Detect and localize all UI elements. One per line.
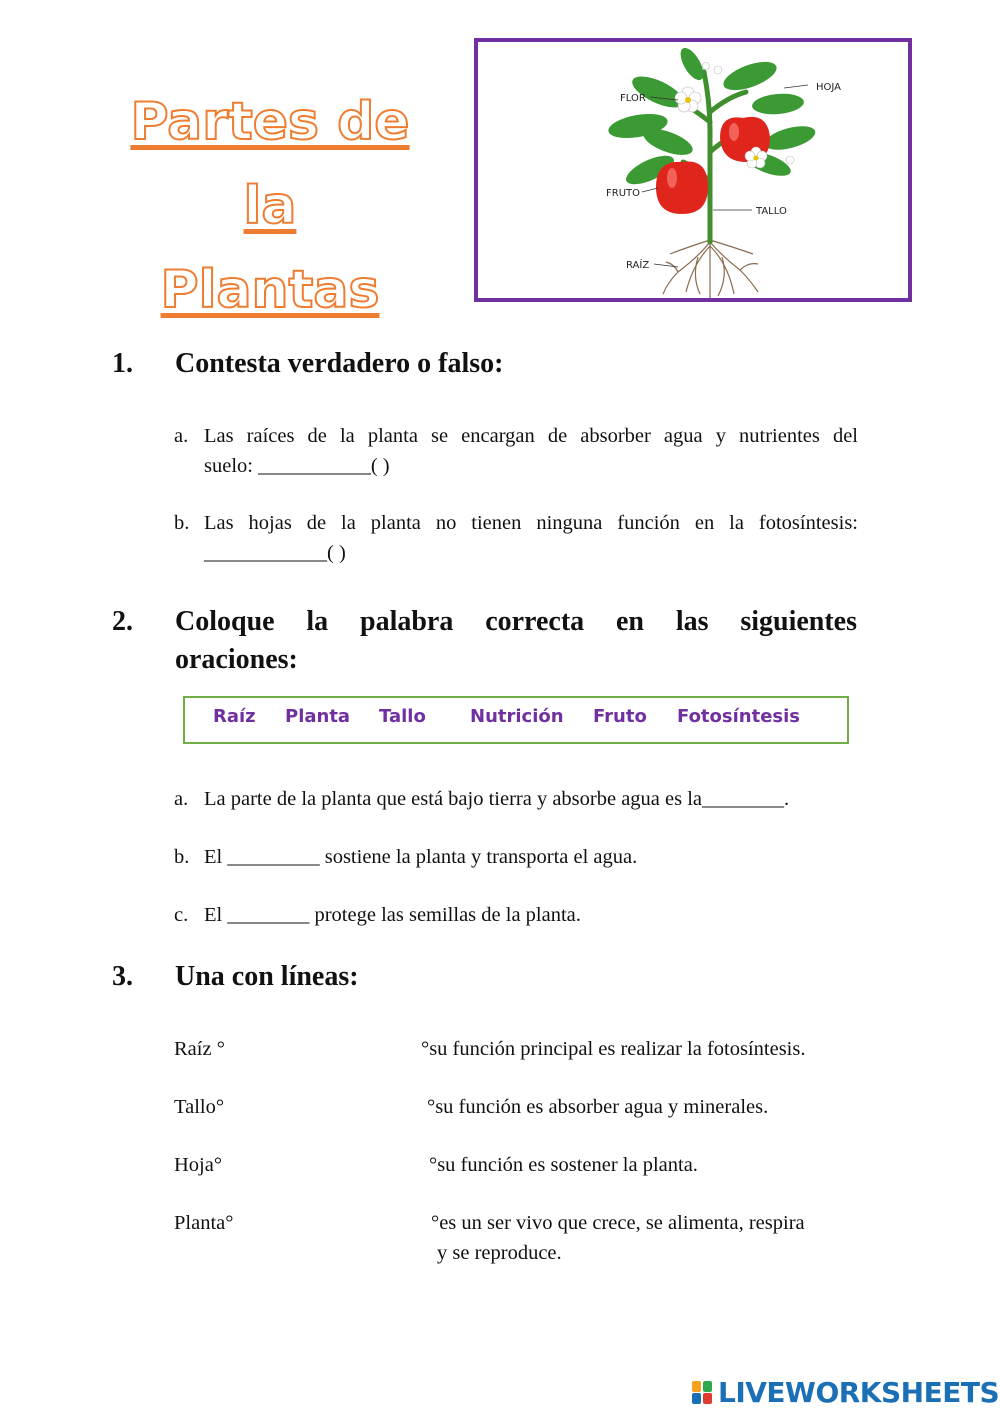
- match-left-planta[interactable]: Planta°: [174, 1212, 234, 1234]
- item-text[interactable]: El _________ sostiene la planta y transporta el agua.: [204, 846, 638, 868]
- word-bank-item: Tallo: [379, 706, 426, 727]
- match-left-raiz[interactable]: Raíz °: [174, 1038, 225, 1060]
- question-number: 3.: [112, 961, 133, 992]
- match-right-4-continued: y se reproduce.: [437, 1242, 562, 1264]
- question-number: 2.: [112, 606, 133, 637]
- brand-name: LIVEWORKSHEETS: [718, 1375, 1000, 1409]
- item-text-line-1: Las hojas de la planta no tienen ninguna función en la fotosíntesis:: [204, 512, 858, 534]
- title-line-1: Partes de la: [130, 92, 410, 236]
- match-left-hoja[interactable]: Hoja°: [174, 1154, 223, 1176]
- match-right-3[interactable]: °su función es sostener la planta.: [429, 1154, 698, 1176]
- question-text: Contesta verdadero o falso:: [175, 348, 504, 379]
- item-marker: a.: [174, 425, 189, 447]
- word-bank: [183, 696, 849, 744]
- liveworksheets-logo: [692, 1372, 999, 1412]
- question-text: Una con líneas:: [175, 961, 359, 992]
- label-flor: FLOR: [620, 93, 646, 104]
- word-bank-item: Fotosíntesis: [677, 706, 801, 727]
- question-number: 1.: [112, 348, 133, 379]
- label-raiz: RAÍZ: [626, 260, 650, 271]
- match-right-4[interactable]: °es un ser vivo que crece, se alimenta, respira: [431, 1212, 805, 1234]
- item-answer-blank[interactable]: ____________( ): [204, 542, 346, 564]
- title-line-2: Plantas: [160, 260, 380, 320]
- word-bank-item: Raíz: [213, 706, 256, 727]
- word-bank-item: Fruto: [593, 706, 647, 727]
- roots: [663, 238, 758, 298]
- label-fruto: FRUTO: [606, 188, 640, 199]
- question-text-line-2: oraciones:: [175, 644, 298, 675]
- word-bank-item: Nutrición: [470, 706, 564, 727]
- label-tallo: TALLO: [756, 206, 787, 217]
- item-marker: b.: [174, 846, 190, 868]
- item-marker: a.: [174, 788, 189, 810]
- plant-diagram: [474, 38, 912, 302]
- logo-icon: [692, 1379, 714, 1405]
- item-text[interactable]: El ________ protege las semillas de la planta.: [204, 904, 581, 926]
- match-right-1[interactable]: °su función principal es realizar la fotosíntesis.: [421, 1038, 806, 1060]
- item-text-line-1: Las raíces de la planta se encargan de absorber agua y nutrientes del: [204, 425, 858, 447]
- item-text[interactable]: La parte de la planta que está bajo tierra y absorbe agua es la________.: [204, 788, 790, 810]
- question-text-line-1: Coloque la palabra correcta en las siguientes: [175, 606, 857, 637]
- worksheet-title: [100, 80, 440, 332]
- label-hoja: HOJA: [816, 82, 842, 93]
- item-marker: c.: [174, 904, 189, 926]
- item-marker: b.: [174, 512, 190, 534]
- plant-illustration: [478, 42, 908, 298]
- word-bank-item: Planta: [285, 706, 351, 727]
- match-right-2[interactable]: °su función es absorber agua y minerales.: [427, 1096, 769, 1118]
- item-answer-blank[interactable]: suelo: ___________( ): [204, 455, 390, 477]
- match-left-tallo[interactable]: Tallo°: [174, 1096, 225, 1118]
